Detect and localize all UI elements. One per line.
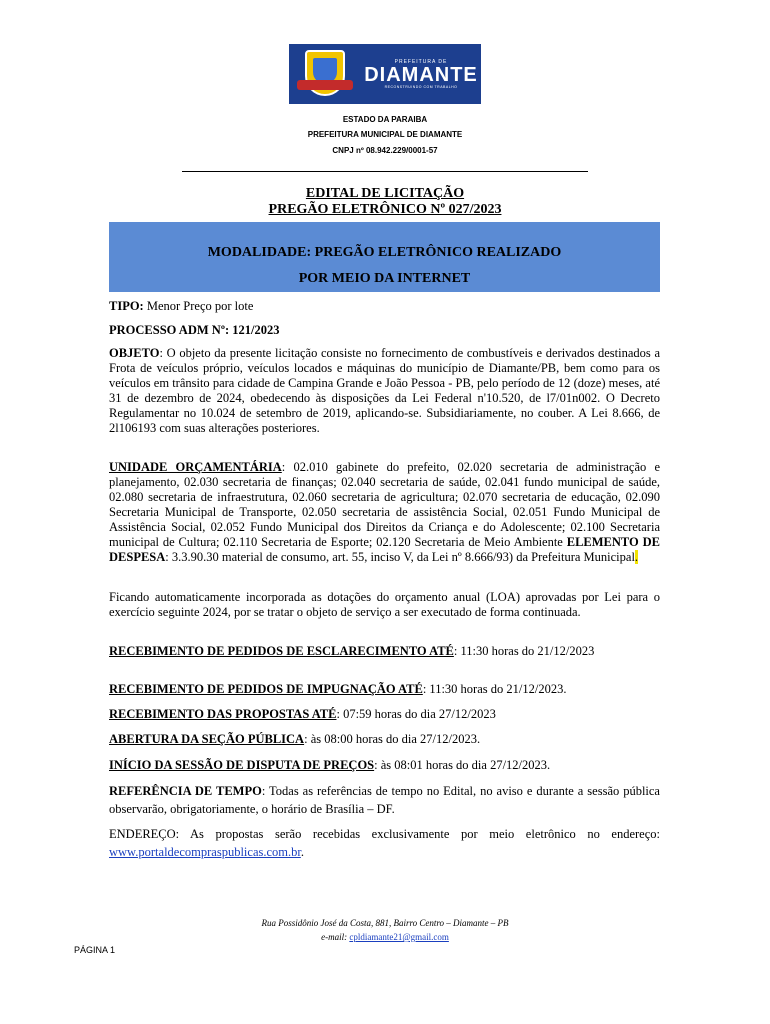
referencia-label: REFERÊNCIA DE TEMPO: [109, 784, 262, 798]
footer-email-link[interactable]: cpldiamante21@gmail.com: [349, 932, 449, 942]
referencia-paragraph: [109, 782, 660, 818]
abertura-text: : às 08:00 horas do dia 27/12/2023.: [304, 732, 481, 746]
abertura-label: ABERTURA DA SEÇÃO PÚBLICA: [109, 732, 305, 746]
endereco-text: ENDEREÇO: As propostas serão recebidas exclusivamente por meio eletrônico no endereço:: [109, 827, 660, 841]
footer-address: Rua Possidônio José da Costa, 881, Bairro Centro – Diamante – PB: [261, 918, 509, 928]
impugnacao-label: RECEBIMENTO DE PEDIDOS DE IMPUGNAÇÃO ATÉ: [109, 682, 423, 696]
propostas-text: : 07:59 horas do dia 27/12/2023: [336, 707, 496, 721]
dotacoes-paragraph: Ficando automaticamente incorporada as dotações do orçamento anual (LOA) aprovadas por Lei para o exercício seguinte 2024, por se tratar o objeto de serviço a ser executado de forma continuada.: [109, 590, 660, 619]
objeto-paragraph: [109, 346, 660, 436]
logo-name: DIAMANTE: [364, 64, 478, 86]
disputa-text: : às 08:01 horas do dia 27/12/2023.: [374, 758, 551, 772]
elemento-label: ELEMENTO DE DESPESA: [109, 535, 661, 564]
endereco-end: .: [300, 845, 304, 859]
footer-email-label: e-mail:: [321, 932, 350, 942]
edital-title: EDITAL DE LICITAÇÃO: [305, 186, 465, 201]
modalidade-banner: [109, 222, 660, 292]
abertura-line: [109, 732, 660, 747]
esclarecimento-label: RECEBIMENTO DE PEDIDOS DE ESCLARECIMENTO ATÉ: [109, 644, 454, 658]
unidade-label: UNIDADE ORÇAMENTÁRIA: [109, 460, 282, 474]
unidade-text: : 02.010 gabinete do prefeito, 02.020 secretaria de administração e planejamento, 02.030 secretaria de finanças; 02.040 secretaria de saúde, 02.041 fundo municipal de saúde, 02.080 secretaria de infraestrutura, 02.060 secretaria de agricultura; 02.070 secretaria de educação, 02.090 Secretaria Municipal de Transporte, 02.050 secretaria de assistência Social, 02.051 Fundo Municipal de Assistência Social, 02.052 Fundo Municipal dos Direitos da Criança e do Adolescente; 02.100 Secretaria municipal de Cultura; 02.110 Secretaria de Esporte; 02.120 Secretaria de Meio Ambiente: [109, 460, 660, 549]
tipo-label: TIPO:: [109, 299, 144, 313]
impugnacao-text: : 11:30 horas do 21/12/2023.: [422, 682, 567, 696]
pregao-title: PREGÃO ELETRÔNICO Nº 027/2023: [268, 202, 502, 217]
objeto-text: : O objeto da presente licitação consiste no fornecimento de combustíveis e derivados destinados a Frota de veículos próprio, veículos locados e máquinas do município de Diamante/PB, bem como para os veículos em trânsito para cidade de Campina Grande e João Pessoa - PB, pelo período de 12 (doze) meses, até 31 de dezembro de 2024, obedecendo às disposições da Lei Federal n'10.520, de l7/01n002. O Decreto Regulamentar no 10.024 de setembro de 2019, aplicando-se. Subsidiariamente, no couber. A Lei 8.666, de 2l106193 com suas alterações posteriores.: [109, 346, 660, 435]
logo-wordmark: [361, 59, 481, 89]
modalidade-line-2: POR MEIO DA INTERNET: [298, 271, 471, 286]
highlight-mark: .: [634, 550, 639, 564]
header-prefeitura: PREFEITURA MUNICIPAL DE DIAMANTE: [307, 130, 463, 139]
processo-label: PROCESSO ADM Nº: 121/2023: [109, 323, 280, 337]
crest-icon: [289, 44, 361, 104]
processo-line: [109, 323, 660, 338]
tipo-value: Menor Preço por lote: [143, 299, 254, 313]
logo-tagline: RECONSTRUINDO COM TRABALHO: [384, 85, 458, 89]
endereco-paragraph: [109, 825, 660, 861]
tipo-line: [109, 299, 660, 314]
propostas-label: RECEBIMENTO DAS PROPOSTAS ATÉ: [109, 707, 337, 721]
modalidade-line-1: MODALIDADE: PREGÃO ELETRÔNICO REALIZADO: [207, 245, 562, 260]
esclarecimento-line: [109, 644, 660, 659]
footer-email-line: [0, 932, 770, 942]
header-divider: [182, 171, 588, 172]
esclarecimento-text: : 11:30 horas do 21/12/2023: [453, 644, 595, 658]
disputa-line: [109, 758, 660, 773]
unidade-paragraph: [109, 460, 660, 565]
referencia-text: : Todas as referências de tempo no Edital, no aviso e durante a sessão pública observarão, obrigatoriamente, o horário de Brasília – DF.: [109, 784, 660, 816]
portal-link[interactable]: www.portaldecompraspublicas.com.br: [109, 845, 301, 859]
header-cnpj: CNPJ nº 08.942.229/0001-57: [332, 146, 438, 155]
page-number: PÁGINA 1: [74, 945, 116, 955]
impugnacao-line: [109, 682, 660, 697]
propostas-line: [109, 707, 660, 722]
elemento-text: : 3.3.90.30 material de consumo, art. 55, inciso V, da Lei nº 8.666/93) da Prefeitura Municipal: [165, 550, 635, 564]
header-state: ESTADO DA PARAIBA: [342, 115, 428, 124]
disputa-label: INÍCIO DA SESSÃO DE DISPUTA DE PREÇOS: [109, 758, 375, 772]
logo-superscript: PREFEITURA DE: [394, 59, 448, 65]
municipality-logo: [289, 44, 481, 104]
objeto-label: OBJETO: [109, 346, 160, 360]
